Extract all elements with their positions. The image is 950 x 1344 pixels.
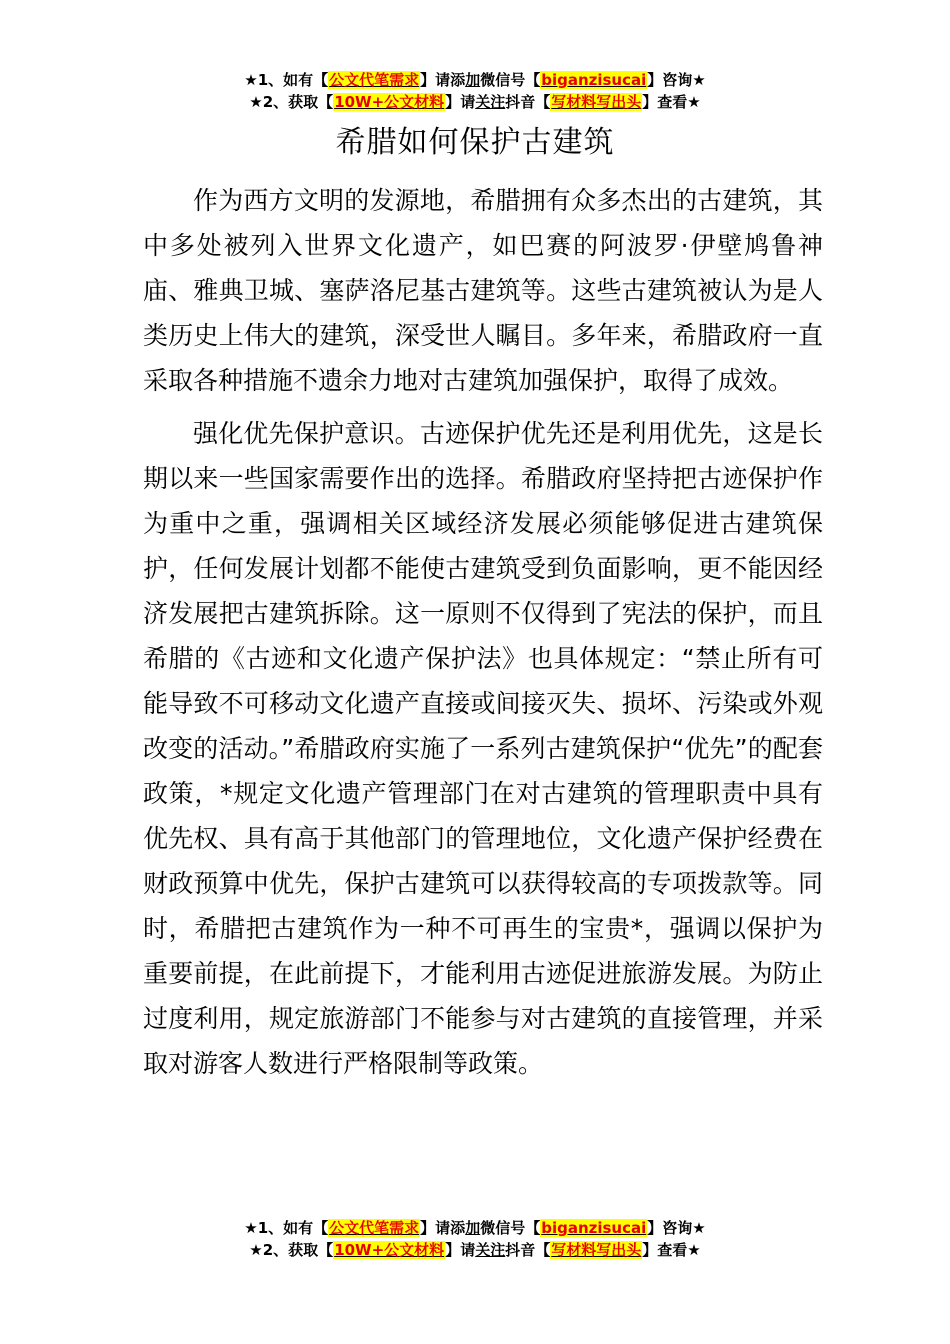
ad-highlight-wechat-id: biganzisucai [541, 71, 647, 89]
document-title: 希腊如何保护古建筑 [335, 125, 615, 160]
header-ad-line-2: ★2、获取【10W+公文材料】请关注抖音【写材料写出头】查看★ [249, 93, 701, 111]
ad-highlight-service: 公文代笔需求 [329, 1219, 420, 1237]
ad-highlight-materials: 10W+公文材料 [334, 1241, 445, 1259]
header-ad-line-1: ★1、如有【公文代笔需求】请添加微信号【biganzisucai】咨询★ [244, 71, 706, 89]
paragraph: 强化优先保护意识。古迹保护优先还是利用优先，这是长期以来一些国家需要作出的选择。希腊政府坚持把古迹保护作为重中之重，强调相关区域经济发展必须能够促进古建筑保护，任何发展计划都不能使古建筑受到负面影响，更不能因经济发展把古建筑拆除。这一原则不仅得到了宪法的保护，而且希腊的《古迹和文化遗产保护法》也具体规定：“禁止所有可能导致不可移动文化遗产直接或间接灭失、损坏、污染或外观改变的活动。”希腊政府实施了一系列古建筑保护“优先”的配套政策，*规定文化遗产管理部门在对古建筑的管理职责中具有优先权、具有高于其他部门的管理地位，文化遗产保护经费在财政预算中优先，保护古建筑可以获得较高的专项拨款等。同时，希腊把古建筑作为一种不可再生的宝贵*，强调以保护为重要前提，在此前提下，才能利用古迹促进旅游发展。为防止过度利用，规定旅游部门不能参与对古建筑的直接管理，并采取对游客人数进行严格限制等政策。 [143, 419, 823, 1078]
ad-highlight-douyin-account: 写材料写出头 [551, 1241, 642, 1259]
footer-ad-line-1: ★1、如有【公文代笔需求】请添加微信号【biganzisucai】咨询★ [244, 1219, 706, 1237]
ad-highlight-service: 公文代笔需求 [329, 71, 420, 89]
header-ad [0, 69, 950, 113]
paragraph: 作为西方文明的发源地，希腊拥有众多杰出的古建筑，其中多处被列入世界文化遗产，如巴赛的阿波罗·伊壁鸠鲁神庙、雅典卫城、塞萨洛尼基古建筑等。这些古建筑被认为是人类历史上伟大的建筑，深受世人瞩目。多年来，希腊政府一直采取各种措施不遗余力地对古建筑加强保护，取得了成效。 [143, 186, 823, 395]
ad-highlight-materials: 10W+公文材料 [334, 93, 445, 111]
footer-ad-line-2: ★2、获取【10W+公文材料】请关注抖音【写材料写出头】查看★ [249, 1241, 701, 1259]
ad-highlight-wechat-id: biganzisucai [541, 1219, 647, 1237]
ad-highlight-douyin-account: 写材料写出头 [551, 93, 642, 111]
document-body [143, 178, 823, 1094]
footer-ad [0, 1217, 950, 1261]
